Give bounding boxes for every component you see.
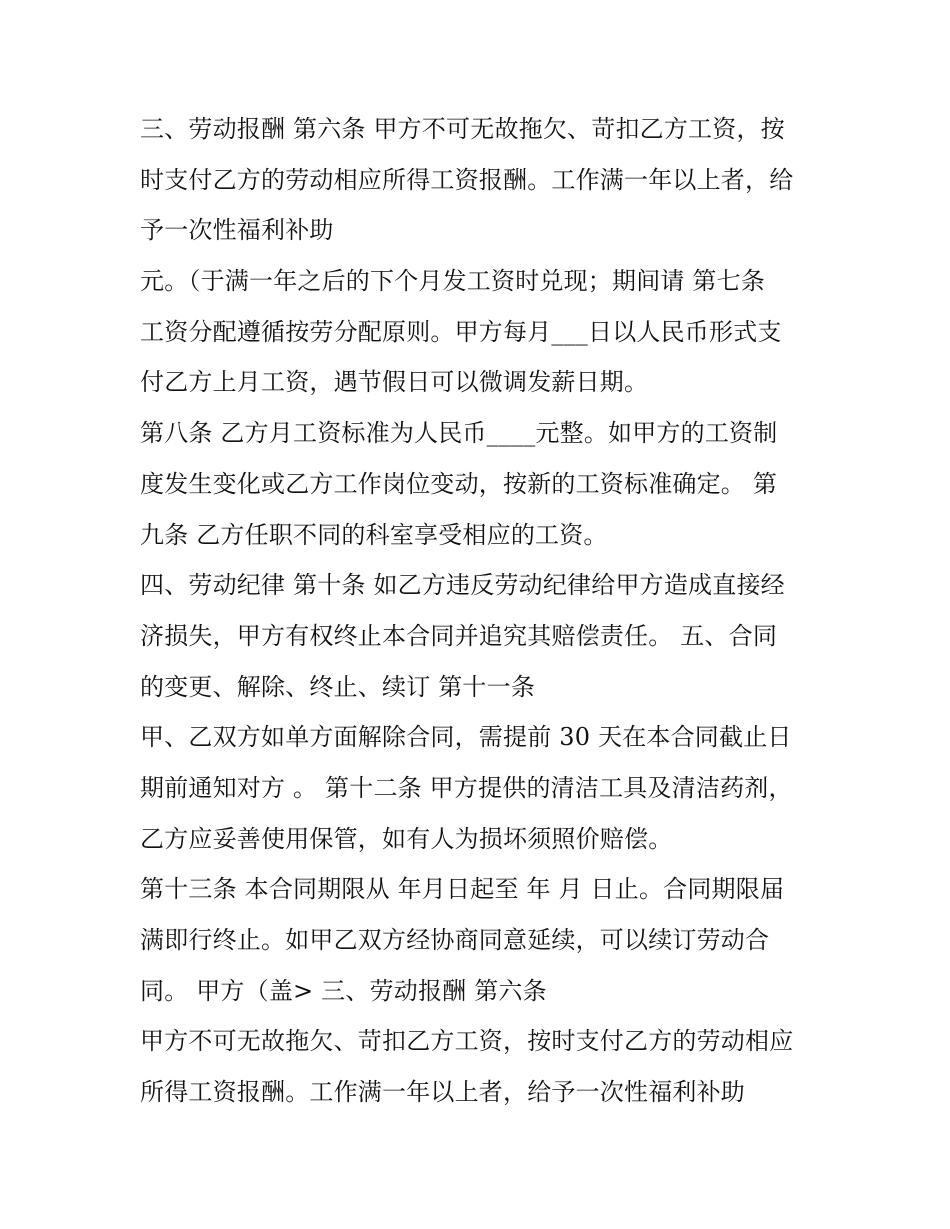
text-line: 期前通知对方 。 第十二条 甲方提供的清洁工具及清洁药剂， bbox=[140, 773, 793, 802]
text-line: 甲方不可无故拖欠、苛扣乙方工资，按时支付乙方的劳动相应 bbox=[140, 1027, 794, 1056]
text-line: 时支付乙方的劳动相应所得工资报酬。工作满一年以上者，给 bbox=[140, 165, 794, 194]
text-line: 的变更、解除、终止、续订 第十一条 bbox=[140, 672, 536, 701]
text-line: 第十三条 本合同期限从 年月日起至 年 月 日止。合同期限届 bbox=[140, 875, 785, 904]
document-body bbox=[140, 104, 820, 1118]
text-line: 第八条 乙方月工资标准为人民币____元整。如甲方的工资制 bbox=[140, 419, 778, 448]
text-line: 三、劳动报酬 第六条 甲方不可无故拖欠、苛扣乙方工资，按 bbox=[140, 115, 785, 143]
text-line: 甲、乙双方如单方面解除合同，需提前 30 天在本合同截止日 bbox=[140, 723, 792, 752]
text-line: 同。 甲方（盖> 三、劳动报酬 第六条 bbox=[140, 976, 547, 1005]
text-line: 工资分配遵循按劳分配原则。甲方每月___日以人民币形式支 bbox=[140, 317, 782, 346]
text-line: 九条 乙方任职不同的科室享受相应的工资。 bbox=[140, 520, 608, 549]
text-line: 所得工资报酬。工作满一年以上者，给予一次性福利补助 bbox=[140, 1078, 745, 1107]
text-line: 予一次性福利补助 bbox=[140, 216, 334, 245]
text-line: 济损失，甲方有权终止本合同并追究其赔偿责任。 五、合同 bbox=[140, 621, 778, 650]
text-line: 付乙方上月工资，遇节假日可以微调发薪日期。 bbox=[140, 368, 649, 397]
text-line: 满即行终止。如甲乙双方经协商同意延续，可以续订劳动合 bbox=[140, 926, 770, 954]
text-line: 度发生变化或乙方工作岗位变动，按新的工资标准确定。 第 bbox=[140, 469, 778, 498]
text-line: 乙方应妥善使用保管，如有人为损坏须照价赔偿。 bbox=[140, 824, 673, 853]
text-line: 四、劳动纪律 第十条 如乙方违反劳动纪律给甲方造成直接经 bbox=[140, 571, 785, 600]
text-line: 元。（于满一年之后的下个月发工资时兑现；期间请 第七条 bbox=[140, 267, 766, 296]
